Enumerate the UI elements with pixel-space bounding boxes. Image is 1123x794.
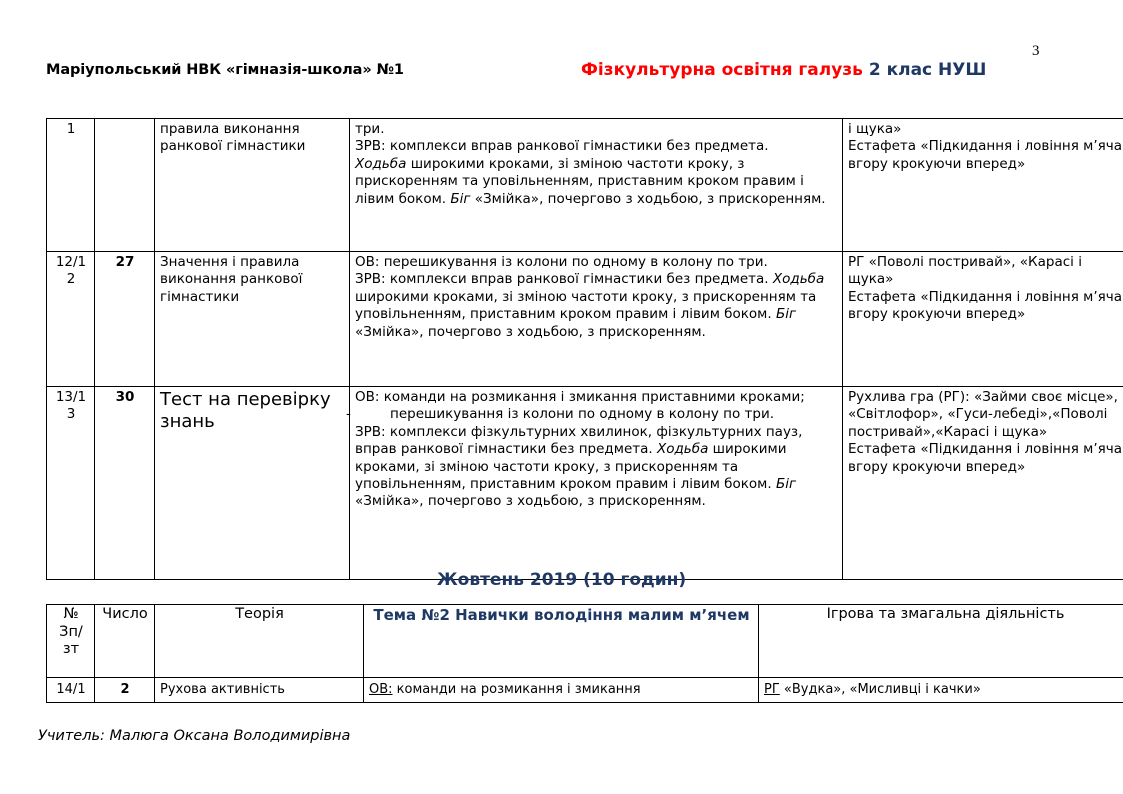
document-header	[46, 62, 1086, 88]
games-paragraph: Рухлива гра (РГ): «Займи своє місце», «Світлофор», «Гуси-лебеді»,«Поволі постривай»,«Карасі і щука»	[848, 389, 1118, 440]
content-paragraph: ОВ: перешикування із колони по одному в колону по три.	[355, 254, 768, 270]
content-text: «Змійка», почергово з ходьбою, з прискоренням.	[470, 190, 826, 207]
content-emphasis: Ходьба	[656, 441, 709, 458]
school-name: Маріупольський НВК «гімназія-школа» №1	[46, 62, 404, 78]
row-cell-games	[843, 387, 1123, 580]
schedule-table-row	[47, 119, 1123, 252]
content-paragraph	[355, 424, 838, 511]
row-cell-games	[843, 252, 1123, 387]
content-paragraph	[355, 156, 838, 208]
games-text: «Вудка», «Мисливці і качки»	[779, 681, 981, 697]
row-cell-number: 12/12	[47, 252, 95, 387]
games-paragraph: РГ «Поволі постривай», «Карасі і щука»	[848, 254, 1082, 288]
content-bullet: - перешикування із колони по одному в колону по три.	[346, 406, 775, 423]
document-title	[581, 60, 986, 80]
content-text: широкими кроками, зі зміною частоти кроку, з прискоренням та уповільненням, приставним кроком правим і лівим боком.	[355, 288, 817, 323]
row-cell-theory: Тест на перевірку знань	[155, 387, 350, 580]
page-number: 3	[1032, 43, 1040, 59]
games-paragraph: Естафета «Підкидання і ловіння м’яча вгору крокуючи вперед»	[848, 138, 1123, 172]
content-emphasis: Ходьба	[355, 155, 407, 172]
row-cell-content	[346, 387, 843, 580]
content-paragraph	[355, 271, 838, 341]
header-cell-theme: Тема №2 Навички володіння малим м’ячем	[364, 605, 759, 678]
october-table	[46, 604, 1123, 703]
content-paragraph: три.	[355, 121, 385, 137]
schedule-table-body	[47, 119, 1123, 580]
row-cell-number: 1	[47, 119, 95, 252]
content-paragraph: ОВ: команди на розмикання і змикання приставними кроками;	[355, 389, 805, 405]
row-cell-theme	[364, 678, 759, 703]
content-emphasis: Біг	[775, 476, 797, 493]
row-cell-hour-count	[95, 119, 155, 252]
header-cell-theory: Теорія	[155, 605, 364, 678]
header-cell-games: Ігрова та змагальна діяльність	[759, 605, 1123, 678]
schedule-table-row	[47, 252, 1123, 387]
content-emphasis: Біг	[450, 190, 471, 207]
content-text: «Змійка», почергово з ходьбою, з прискоренням.	[355, 323, 706, 340]
schedule-table	[46, 118, 1123, 580]
row-cell-theory: Значення і правила виконання ранкової гімнастики	[155, 252, 350, 387]
row-cell-games	[843, 119, 1123, 252]
row-cell-number: 13/13	[47, 387, 95, 580]
content-text: ЗРВ: комплекси вправ ранкової гімнастики без предмета.	[355, 271, 773, 288]
content-emphasis: Біг	[775, 306, 797, 323]
october-table-header-row	[47, 605, 1123, 678]
schedule-table-row	[47, 387, 1123, 580]
row-cell-games	[759, 678, 1123, 703]
row-cell-hour-count: 30	[95, 387, 155, 580]
october-table-body	[47, 605, 1123, 703]
games-paragraph: Естафета «Підкидання і ловіння м’яча вгору крокуючи вперед»	[848, 441, 1123, 475]
row-cell-content	[350, 119, 843, 252]
document-title-grade: 2 клас НУШ	[868, 60, 987, 80]
content-text: «Змійка», почергово з ходьбою, з прискоренням.	[355, 493, 706, 510]
theme-text: команди на розмикання і змикання	[392, 681, 641, 697]
row-cell-theory: Рухова активність	[155, 678, 364, 703]
row-cell-date: 2	[95, 678, 155, 703]
games-abbrev: РГ	[764, 681, 780, 697]
content-text: ЗРВ: комплекси фізкультурних хвилинок, фізкультурних пауз, вправ ранкової гімнастики без предмета.	[355, 423, 803, 458]
content-text: широкими кроками, зі зміною частоти кроку, з прискоренням та уповільненням, приставним кроком правим і лівим боком.	[355, 441, 787, 493]
content-emphasis: Ходьба	[772, 271, 825, 288]
theme-abbrev: ОВ:	[369, 681, 393, 697]
row-cell-number: 14/1	[47, 678, 95, 703]
document-title-subject: Фізкультурна освітня галузь	[581, 60, 863, 80]
header-cell-number: № Зп/зт	[47, 605, 95, 678]
content-text: широкими кроками, зі зміною частоти кроку, з прискоренням та уповільненням, приставним кроком правим і лівим боком.	[355, 155, 804, 207]
october-table-row	[47, 678, 1123, 703]
month-section-title: Жовтень 2019 (10 годин)	[436, 570, 687, 590]
row-cell-hour-count: 27	[95, 252, 155, 387]
games-paragraph: Естафета «Підкидання і ловіння м’яча вгору крокуючи вперед»	[848, 288, 1123, 323]
content-paragraph: ЗРВ: комплекси вправ ранкової гімнастики без предмета.	[355, 138, 769, 155]
teacher-signature-line: Учитель: Малюга Оксана Володимирівна	[38, 728, 351, 744]
row-cell-content	[350, 252, 843, 387]
row-cell-theory: правила виконання ранкової гімнастики	[155, 119, 350, 252]
header-cell-date: Число	[95, 605, 155, 678]
bullet-dash: -	[346, 406, 351, 423]
games-paragraph: і щука»	[848, 121, 902, 137]
